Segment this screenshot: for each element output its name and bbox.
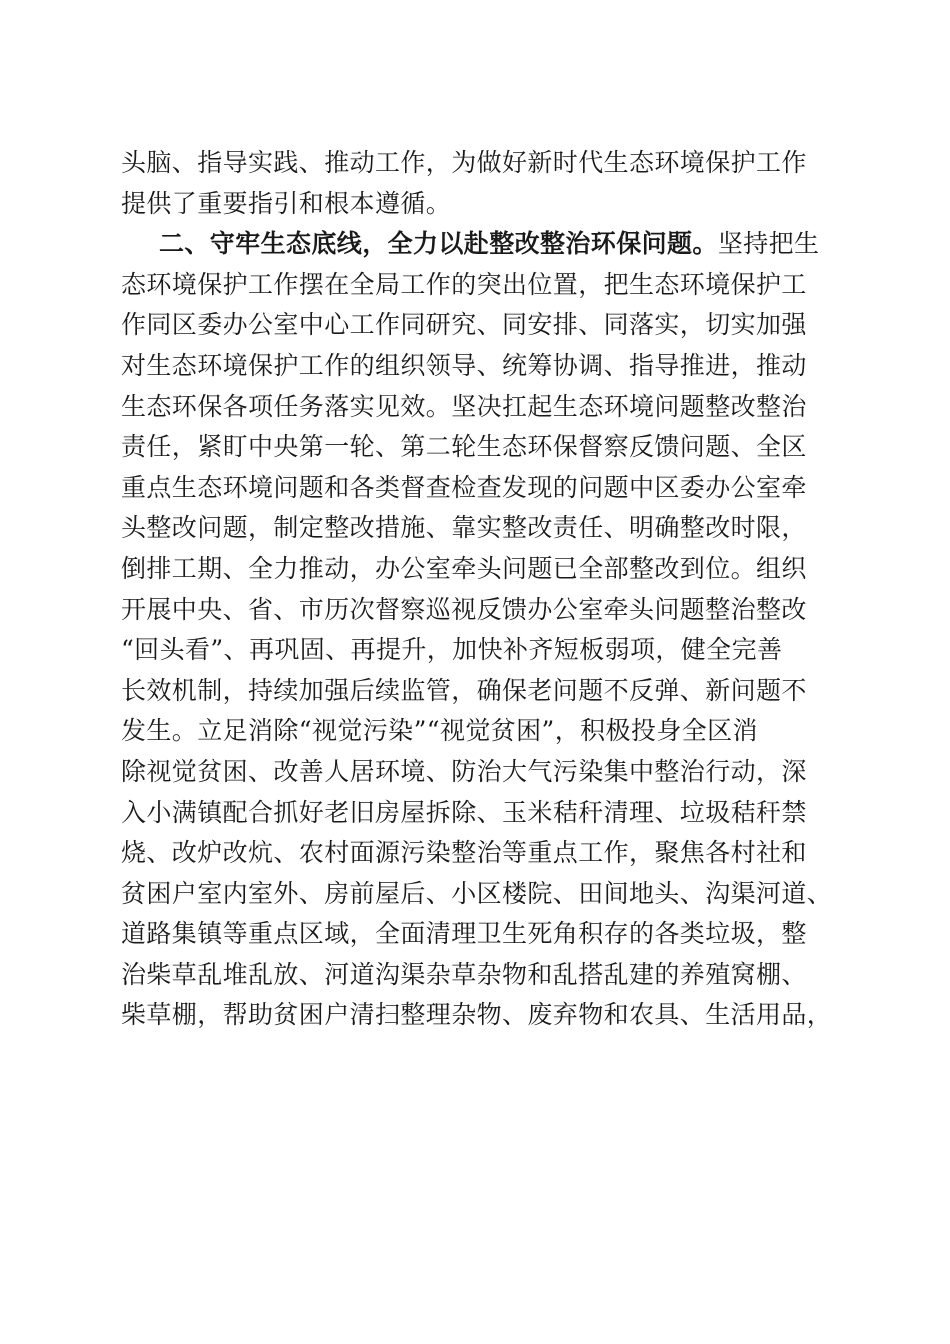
text-line: 头脑、指导实践、推动工作，为做好新时代生态环境保护工作: [121, 148, 807, 177]
text-line: 烧、改炉改炕、农村面源污染整治等重点工作，聚焦各村社和: [121, 838, 807, 868]
text-line: 除视觉贫困、改善人居环境、防治大气污染集中整治行动，深: [121, 756, 807, 786]
text-line: 入小满镇配合抓好老旧房屋拆除、玉米秸秆清理、垃圾秸秆禁: [121, 797, 807, 827]
text-line: 开展中央、省、市历次督察巡视反馈办公室牵头问题整治整改: [121, 594, 807, 624]
section-first-line-rest: 坚持把生: [717, 229, 820, 259]
text-line: 发生。立足消除“视觉污染”“视觉贫困”，积极投身全区消: [121, 716, 758, 746]
text-line: 治柴草乱堆乱放、河道沟渠杂草杂物和乱搭乱建的养殖窝棚、: [121, 959, 807, 989]
text-line: 提供了重要指引和根本遵循。: [121, 188, 452, 218]
text-line: 贫困户室内室外、房前屋后、小区楼院、田间地头、沟渠河道、: [121, 878, 833, 908]
text-line: 倒排工期、全力推动，办公室牵头问题已全部整改到位。组织: [121, 553, 807, 583]
text-line: 对生态环境保护工作的组织领导、统筹协调、指导推进，推动: [121, 350, 807, 380]
text-line: 作同区委办公室中心工作同研究、同安排、同落实，切实加强: [121, 310, 807, 340]
text-line: 道路集镇等重点区域，全面清理卫生死角积存的各类垃圾，整: [121, 919, 807, 949]
section-heading: 二、守牢生态底线，全力以赴整改整治环保问题。: [159, 229, 718, 259]
text-line: 责任，紧盯中央第一轮、第二轮生态环保督察反馈问题、全区: [121, 432, 807, 462]
text-line: 头整改问题，制定整改措施、靠实整改责任、明确整改时限，: [121, 513, 807, 543]
body-text: [121, 143, 831, 1036]
text-line: 柴草棚，帮助贫困户清扫整理杂物、废弃物和农具、生活用品，: [121, 1000, 833, 1030]
text-line: 重点生态环境问题和各类督查检查发现的问题中区委办公室牵: [121, 472, 807, 502]
section-first-line: [121, 224, 831, 265]
text-line: 态环境保护工作摆在全局工作的突出位置，把生态环境保护工: [121, 269, 807, 299]
text-line: 生态环保各项任务落实见效。坚决扛起生态环境问题整改整治: [121, 391, 807, 421]
text-line: 长效机制，持续加强后续监管，确保老问题不反弹、新问题不: [121, 675, 807, 705]
text-line: “回头看”、再巩固、再提升，加快补齐短板弱项，健全完善: [121, 635, 783, 665]
